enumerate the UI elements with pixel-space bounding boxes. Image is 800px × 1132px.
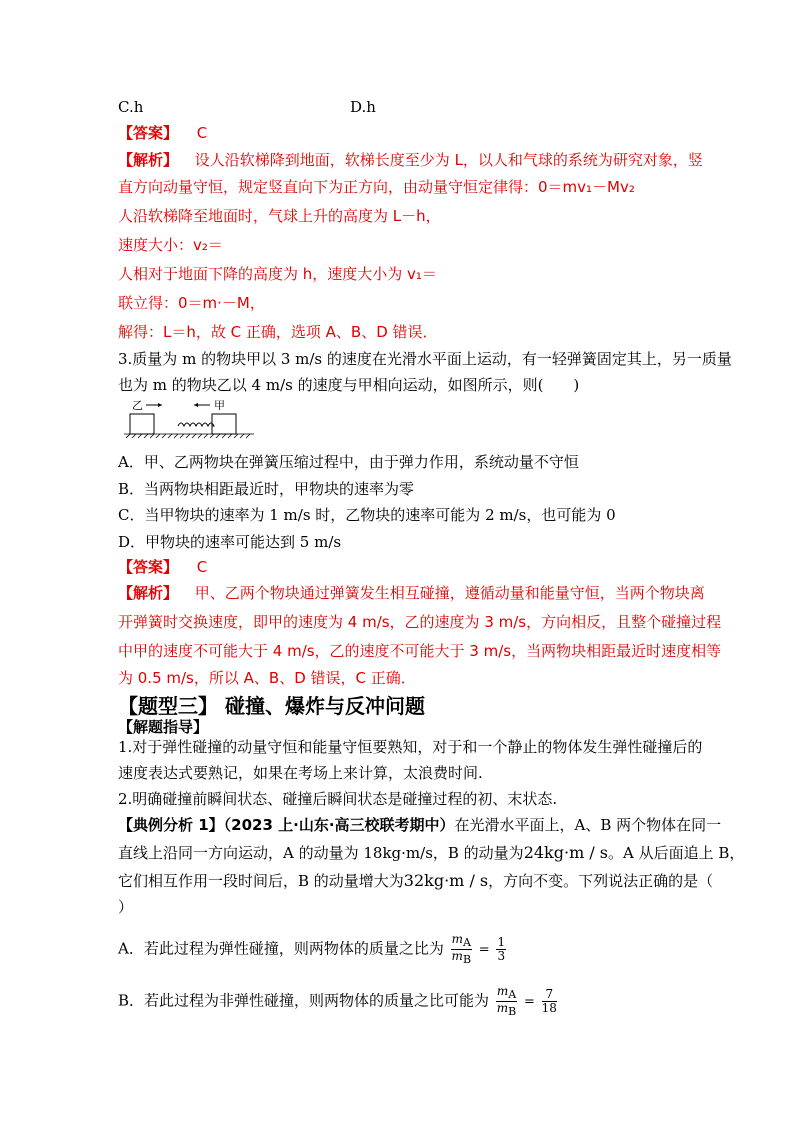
example-line-1: 【典例分析 1】（2023 上·山东·高三校联考期中）在光滑水平面上，A、B 两个物体在同一	[118, 816, 722, 834]
spring-blocks-figure	[118, 398, 258, 440]
analysis-1-line-5: 人相对于地面下降的高度为 h，速度大小为 v₁＝	[118, 265, 437, 283]
answer-1	[118, 123, 207, 143]
label-yi: 乙	[132, 399, 143, 412]
block-yi	[130, 414, 154, 434]
q3-option-c: C．当甲物块的速率为 1 m/s 时，乙物块的速率可能为 2 m/s，也可能为 0	[118, 506, 616, 524]
ratio-value-a: $\frac{1}{3}$	[497, 935, 506, 963]
example-line-2: 直线上沿同一方向运动，A 的动量为 18kg·m/s，B 的动量为24kg·m / s。A 从后面追上 B，	[118, 843, 745, 862]
mass-ratio-fraction-b: $\frac{m_A}{m_B}$	[496, 984, 517, 1018]
spring	[178, 423, 214, 426]
ground-hatch	[124, 434, 254, 438]
example-option-b: B．若此过程为非弹性碰撞，则两物体的质量之比可能为 $\frac{m_A}{m_B}$ = $\frac{7}{18}$	[118, 984, 557, 1018]
guide-line-3: 2.明确碰撞前瞬间状态、碰撞后瞬间状态是碰撞过程的初、末状态.	[118, 790, 558, 808]
q3-option-a: A．甲、乙两物块在弹簧压缩过程中，由于弹力作用，系统动量不守恒	[118, 453, 579, 471]
block-jia	[212, 414, 236, 434]
analysis-1-line-1: 【解析】 设人沿软梯降到地面，软梯长度至少为 L，以人和气球的系统为研究对象，竖	[118, 151, 703, 169]
example-line-3: 它们相互作用一段时间后，B 的动量增大为32kg·m / s，方向不变。下列说法正确的是（	[118, 871, 714, 890]
ratio-value-b: $\frac{7}{18}$	[541, 987, 557, 1015]
guide-line-1: 1.对于弹性碰撞的动量守恒和能量守恒要熟知，对于和一个静止的物体发生弹性碰撞后的	[118, 738, 703, 756]
answer-2: 【答案】 C	[118, 558, 208, 576]
example-line-4: ）	[118, 898, 134, 916]
example-tag: 【典例分析 1】（2023 上·山东·高三校联考期中）	[118, 816, 455, 834]
label-jia: 甲	[214, 399, 225, 412]
analysis-1-line-3: 人沿软梯降至地面时，气球上升的高度为 L－h，	[118, 207, 441, 225]
analysis-2-line-2: 开弹簧时交换速度，即甲的速度为 4 m/s，乙的速度为 3 m/s，方向相反，且整个碰撞过程	[118, 613, 722, 631]
option-c-prev: C.h	[118, 98, 144, 116]
option-d-prev: D.h	[350, 98, 376, 116]
example-option-a: A．若此过程为弹性碰撞，则两物体的质量之比为 $\frac{m_A}{m_B}$ = $\frac{1}{3}$	[118, 932, 506, 966]
q3-option-b: B．当两物块相距最近时，甲物块的速率为零	[118, 480, 415, 498]
analysis-2-line-1: 【解析】 甲、乙两个物块通过弹簧发生相互碰撞，遵循动量和能量守恒，当两个物块离	[118, 584, 705, 602]
question-3-line-1: 3.质量为 m 的物块甲以 3 m/s 的速度在光滑水平面上运动，有一轻弹簧固定其上，另一质量	[118, 350, 732, 368]
guide-line-2: 速度表达式要熟记，如果在考场上来计算，太浪费时间.	[118, 764, 483, 782]
q3-option-d: D．甲物块的速率可能达到 5 m/s	[118, 533, 342, 551]
arrow-left-head	[194, 403, 198, 407]
analysis-2-line-4: 为 0.5 m/s，所以 A、B、D 错误，C 正确．	[118, 669, 416, 687]
analysis-1-line-4: 速度大小：v₂＝	[118, 236, 223, 254]
answer-value: C	[196, 124, 208, 142]
guide-heading: 【解题指导】	[118, 718, 209, 736]
mass-ratio-fraction-a: $\frac{m_A}{m_B}$	[451, 932, 472, 966]
analysis-1-line-2: 直方向动量守恒，规定竖直向下为正方向，由动量守恒定律得：0＝mv₁－Mv₂	[118, 178, 635, 196]
answer-tag: 【答案】	[118, 124, 179, 142]
section-title: 【题型三】 碰撞、爆炸与反冲问题	[118, 694, 425, 718]
analysis-2-line-3: 中甲的速度不可能大于 4 m/s，乙的速度不可能大于 3 m/s，当两物块相距最近时速度相等	[118, 642, 722, 660]
analysis-1-line-7: 解得：L＝h，故 C 正确，选项 A、B、D 错误．	[118, 323, 438, 341]
analysis-1-line-6: 联立得：0＝m·－M，	[118, 294, 265, 312]
arrow-right-head	[158, 403, 162, 407]
question-3-line-2: 也为 m 的物块乙以 4 m/s 的速度与甲相向运动，如图所示，则( )	[118, 376, 580, 394]
